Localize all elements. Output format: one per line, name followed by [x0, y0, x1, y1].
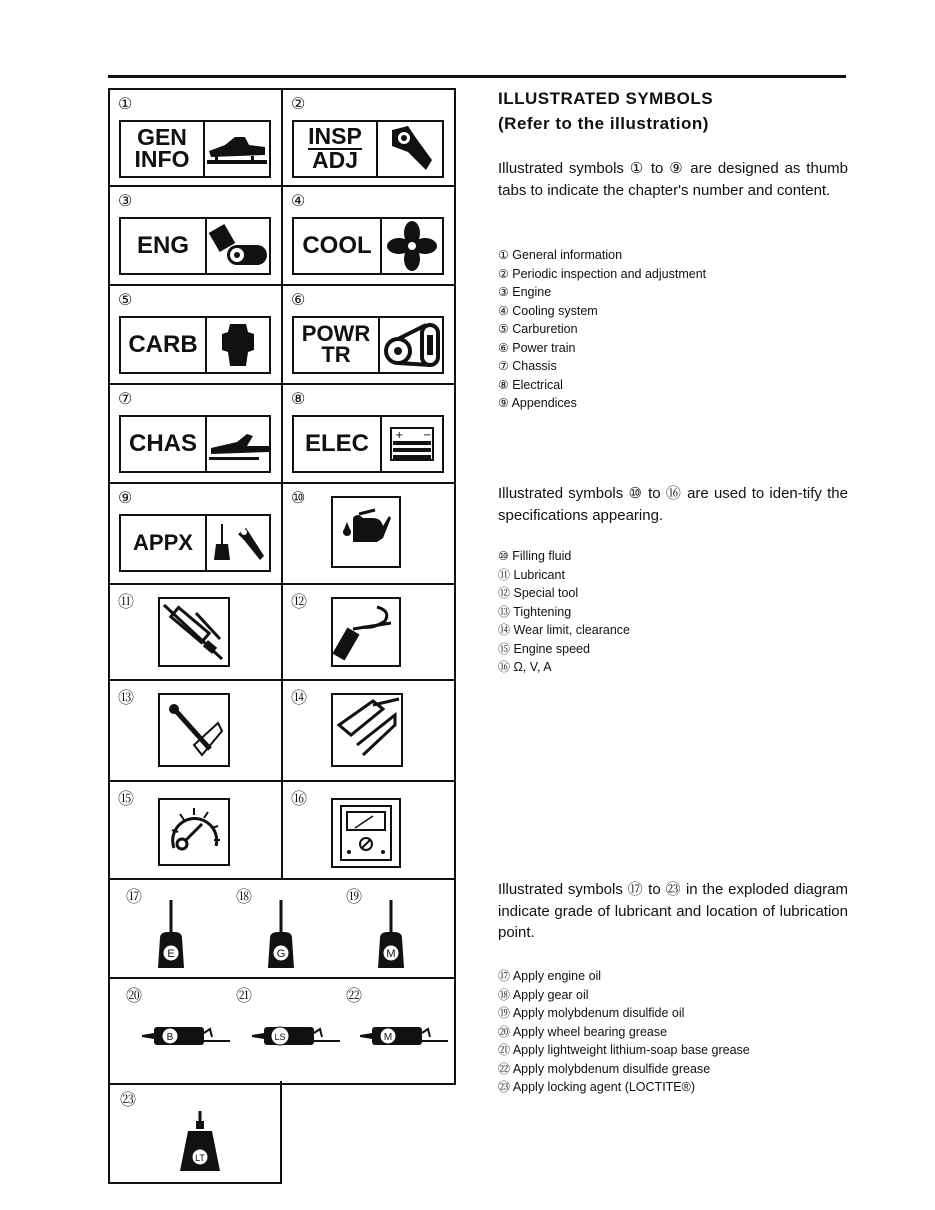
list-item: ① General information: [498, 248, 623, 262]
tab-appx: [119, 514, 271, 572]
grid-row: [110, 681, 454, 782]
tab-label: TR: [321, 342, 351, 367]
list-item: ⑧ Electrical: [498, 377, 563, 392]
page-subtitle: (Refer to the illustration): [498, 114, 709, 133]
symbol-number: ⑭: [291, 688, 308, 707]
tab-carb: [119, 316, 271, 374]
tab-cool: [292, 217, 444, 275]
symbol-cell-7: [110, 385, 281, 482]
symbol-number: ②: [291, 94, 306, 113]
page-title: ILLUSTRATED SYMBOLS: [498, 89, 714, 108]
symbol-cell-11: [110, 585, 281, 679]
symbol-number: ①: [118, 94, 133, 113]
list-item: ② Periodic inspection and adjustment: [498, 266, 707, 281]
symbol-cell-8: [281, 385, 454, 482]
list-item: ㉑ Apply lightweight lithium-soap base grease: [498, 1043, 750, 1057]
list-item: ⑨ Appendices: [498, 396, 577, 410]
symbol-number: ③: [118, 191, 133, 210]
caliper-icon: [331, 693, 403, 767]
pulley-icon: [380, 318, 444, 372]
tab-insp-adj: [292, 120, 444, 178]
snowmobile-icon: [205, 122, 269, 176]
tab-elec: [292, 415, 444, 473]
symbol-number: ⑨: [118, 488, 133, 507]
list-tabs: [498, 246, 848, 413]
symbol-cell-10: [281, 484, 454, 583]
grid-row: [110, 187, 454, 286]
symbol-number: ㉓: [120, 1090, 137, 1109]
top-rule: [108, 75, 846, 78]
symbol-cell-13: [110, 681, 281, 780]
lube-letter: M: [386, 948, 396, 960]
symbol-cell-6: [281, 286, 454, 383]
grease-gun-icon: [140, 1019, 232, 1058]
grid-row: [110, 979, 454, 1083]
tab-eng: [119, 217, 271, 275]
intro-paragraph-3: Illustrated symbols ⑰ to ㉓ in the exploded diagram indicate grade of lubricant and location of lubrication point.: [498, 881, 848, 941]
symbol-number: ⑥: [291, 290, 306, 309]
locking-agent-icon: [178, 1109, 222, 1178]
oil-bottle-icon: [154, 898, 188, 975]
grid-row: [110, 385, 454, 484]
symbol-cell-5: [110, 286, 281, 383]
lube-letter: G: [276, 948, 286, 960]
chassis-icon: [207, 417, 273, 471]
symbol-number: ⑯: [291, 789, 308, 808]
grid-row: [110, 782, 454, 880]
symbol-cell-14: [281, 681, 454, 780]
heading-block: [498, 86, 848, 136]
tab-label: ENG: [121, 219, 207, 273]
symbol-grid: [108, 88, 456, 1085]
lube-letter: M: [383, 1032, 393, 1043]
grease-gun-icon: [158, 597, 230, 667]
list-item: ⑤ Carburetion: [498, 322, 578, 336]
list-item: ⑭ Wear limit, clearance: [498, 623, 630, 637]
svg-text:+: +: [395, 430, 404, 441]
symbol-cell-17-19: [110, 880, 454, 977]
grid-row: [110, 484, 454, 585]
oil-can-icon: [331, 496, 401, 568]
svg-text:−: −: [423, 430, 432, 441]
symbol-number: ⑬: [118, 688, 135, 707]
list-item: ⑥ Power train: [498, 340, 576, 355]
oil-bottle-icon: [374, 898, 408, 975]
symbol-number: ⑱: [236, 887, 253, 906]
symbol-cell-16: [281, 782, 454, 878]
tab-label: ADJ: [308, 148, 362, 172]
symbol-cell-20-22: [110, 979, 454, 1083]
wrench-icon: [378, 122, 442, 176]
symbol-cell-23: [108, 1081, 282, 1184]
list-item: ⑯ Ω, V, A: [498, 660, 552, 674]
lube-letter: LT: [195, 1153, 205, 1163]
tab-label: ELEC: [294, 417, 382, 471]
symbol-cell-1: [110, 90, 281, 185]
oil-bottle-icon: [264, 898, 298, 975]
list-item: ⑫ Special tool: [498, 586, 579, 600]
grid-row: [110, 286, 454, 385]
tab-label: COOL: [294, 219, 382, 273]
list-item: ⑱ Apply gear oil: [498, 987, 589, 1002]
intro-paragraph-2: Illustrated symbols ⑩ to ⑯ are used to iden-tify the specifications appearing.: [498, 485, 848, 524]
tachometer-icon: [158, 798, 230, 866]
symbol-number: ⑩: [291, 488, 306, 507]
tab-label: APPX: [121, 516, 207, 570]
list-item: ③ Engine: [498, 285, 552, 299]
list-item: ㉒ Apply molybdenum disulfide grease: [498, 1061, 711, 1076]
engine-icon: [207, 219, 273, 273]
list-item: ⑦ Chassis: [498, 359, 557, 373]
symbol-number: ⑪: [118, 592, 135, 611]
list-item: ⑳ Apply wheel bearing grease: [498, 1024, 668, 1039]
special-tool-icon: [331, 597, 401, 667]
symbol-number: ㉑: [236, 986, 253, 1005]
symbol-number: ㉒: [346, 986, 363, 1005]
torque-wrench-icon: [158, 693, 230, 767]
tab-label: INSP: [308, 123, 362, 150]
list-item: ⑬ Tightening: [498, 604, 572, 619]
symbol-cell-12: [281, 585, 454, 679]
list-item: ⑪ Lubricant: [498, 567, 565, 582]
symbol-number: ⑦: [118, 389, 133, 408]
symbol-cell-9: [110, 484, 281, 583]
multimeter-icon: [331, 798, 401, 868]
symbol-cell-15: [110, 782, 281, 878]
symbol-cell-3: [110, 187, 281, 284]
tools-icon: [207, 516, 269, 570]
list-item: ⑰ Apply engine oil: [498, 969, 602, 983]
symbol-number: ⑤: [118, 290, 133, 309]
list-item: ④ Cooling system: [498, 303, 598, 318]
list-item: ⑩ Filling fluid: [498, 549, 572, 563]
symbol-number: ⑳: [126, 986, 143, 1005]
symbol-number: ④: [291, 191, 306, 210]
list-item: ⑮ Engine speed: [498, 641, 590, 656]
tab-gen-info: [119, 120, 271, 178]
list-item: ㉓ Apply locking agent (LOCTITE®): [498, 1080, 696, 1094]
tab-label: CHAS: [121, 417, 207, 471]
symbol-number: ⑫: [291, 592, 308, 611]
tab-label: CARB: [121, 318, 207, 372]
battery-icon: [382, 417, 442, 471]
grease-gun-icon: [358, 1019, 450, 1058]
tab-label: POWR: [301, 321, 371, 347]
tab-label: INFO: [134, 146, 190, 172]
symbol-cell-2: [281, 90, 454, 185]
carburetor-icon: [207, 318, 269, 372]
grid-row: [110, 880, 454, 979]
lube-letter: B: [166, 1032, 174, 1043]
symbol-number: ⑲: [346, 887, 363, 906]
list-specs: [498, 547, 848, 677]
list-lubricants: [498, 967, 848, 1097]
symbol-number: ⑮: [118, 789, 135, 808]
symbol-number: ⑧: [291, 389, 306, 408]
lube-letter: E: [167, 948, 175, 960]
fan-icon: [382, 219, 442, 273]
intro-paragraph-1: Illustrated symbols ① to ⑨ are designed as thumb tabs to indicate the chapter's number and content.: [498, 160, 848, 199]
grid-row: [110, 585, 454, 681]
tab-powr-tr: [292, 316, 444, 374]
grid-row: [110, 90, 454, 187]
symbol-number: ⑰: [126, 887, 143, 906]
grease-gun-icon: [250, 1019, 342, 1058]
tab-label: GEN: [137, 124, 187, 151]
list-item: ⑲ Apply molybdenum disulfide oil: [498, 1006, 685, 1020]
tab-chas: [119, 415, 271, 473]
lube-letter: LS: [274, 1032, 286, 1042]
symbol-cell-4: [281, 187, 454, 284]
